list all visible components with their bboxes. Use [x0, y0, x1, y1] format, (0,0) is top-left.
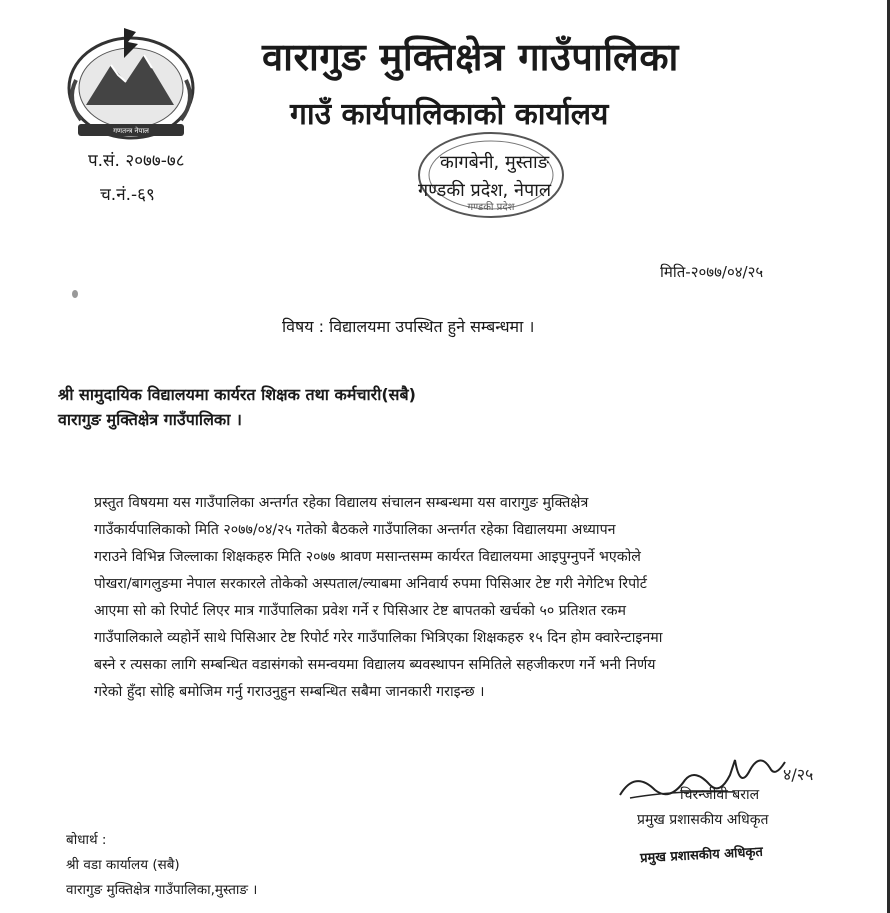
cc-line-2: वारागुङ मुक्तिक्षेत्र गाउँपालिका,मुस्ताङ ।	[66, 882, 258, 898]
body-line: गाउँकार्यपालिकाको मिति २०७७/०४/२५ गतेको बैठकले गाउँपालिका अन्तर्गत रहेका विद्यालयमा अध्यापन	[94, 522, 616, 538]
signatory-stamp-title: प्रमुख प्रशासकीय अधिकृत	[639, 844, 764, 867]
cc-heading: बोधार्थ :	[66, 832, 107, 848]
nepal-emblem-icon	[56, 20, 206, 150]
letter-subject: विषय : विद्यालयमा उपस्थित हुने सम्बन्धमा ।	[282, 317, 535, 336]
stamp-text: गण्डकी प्रदेश	[467, 202, 515, 213]
letter-body	[94, 490, 814, 706]
recipient-line-2: वारागुङ मुक्तिक्षेत्र गाउँपालिका ।	[58, 410, 242, 429]
patra-sankhya: प.सं. २०७७-७८	[88, 151, 185, 171]
signatory-name: चिरन्जीवी बराल	[680, 787, 760, 803]
body-line: बस्ने र त्यसका लागि सम्बन्धित वडासंगको समन्वयमा विद्यालय ब्यवस्थापन समितिले सहजीकरण गर्ने भनी निर्णय	[94, 657, 656, 673]
body-line: पोखरा/बागलुङमा नेपाल सरकारले तोकेको अस्पताल/ल्याबमा अनिवार्य रुपमा पिसिआर टेष्ट गरी नेगेटिभ रिपोर्ट	[94, 576, 647, 592]
office-title: गाउँ कार्यपालिकाको कार्यालय	[290, 97, 609, 132]
emblem-caption: गणतन्त्र नेपाल	[113, 127, 149, 135]
chalani-number: च.नं.-६९	[100, 185, 155, 205]
address-line-2: गण्डकी प्रदेश, नेपाल	[418, 180, 552, 201]
body-line: प्रस्तुत विषयमा यस गाउँपालिका अन्तर्गत रहेका विद्यालय संचालन सम्बन्धमा यस वारागुङ मुक्तिक्षेत्र	[94, 495, 589, 511]
address-line-1: कागबेनी, मुस्ताङ	[440, 152, 550, 173]
scan-speck	[72, 290, 78, 298]
signature-date: ४/२५	[783, 765, 814, 784]
cc-line-1: श्री वडा कार्यालय (सबै)	[66, 857, 180, 873]
body-line: गरेको हुँदा सोहि बमोजिम गर्नु गराउनुहुन सम्बन्धित सबैमा जानकारी गराइन्छ ।	[94, 684, 485, 700]
letter-date: मिति-२०७७/०४/२५	[660, 263, 764, 281]
signatory-title: प्रमुख प्रशासकीय अधिकृत	[637, 812, 769, 828]
body-line: गाउँपालिकाले व्यहोर्ने साथे पिसिआर टेष्ट रिपोर्ट गरेर गाउँपालिका भित्रिएका शिक्षकहरु १५ दिन होम क्वारेन्टाइनमा	[94, 630, 663, 646]
body-line: आएमा सो को रिपोर्ट लिएर मात्र गाउँपालिका प्रवेश गर्ने र पिसिआर टेष्ट बापतको खर्चको ५० प्रतिशत रकम	[94, 603, 627, 619]
body-line: गराउने विभिन्न जिल्लाका शिक्षकहरु मिति २०७७ श्रावण मसान्तसम्म कार्यरत विद्यालयमा आइपुग्नुपर्ने भएकोले	[94, 549, 641, 565]
recipient-line-1: श्री सामुदायिक विद्यालयमा कार्यरत शिक्षक तथा कर्मचारी(सबै)	[58, 385, 416, 404]
municipality-title: वारागुङ मुक्तिक्षेत्र गाउँपालिका	[262, 35, 679, 79]
